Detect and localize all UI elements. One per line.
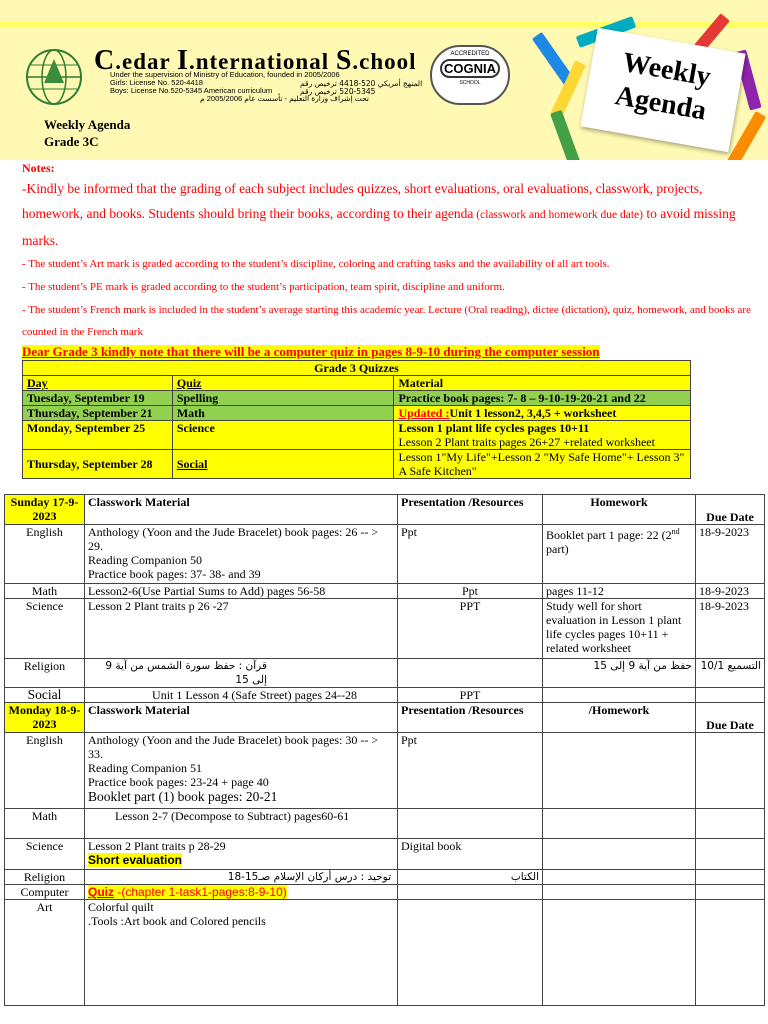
day-monday: Monday 18-9-2023 (5, 703, 85, 733)
classwork-line: Practice book pages: 23-24 + page 40 (88, 775, 269, 789)
presentation-cell (398, 659, 543, 688)
presentation-cell: PPT (398, 688, 543, 703)
classwork-cell (85, 733, 398, 809)
header-banner (0, 0, 768, 160)
updated-label: Updated : (398, 406, 450, 420)
homework-cell (543, 525, 696, 584)
quiz-subject: Math (172, 406, 394, 421)
due-date-cell (696, 733, 765, 809)
classwork-cell (85, 525, 398, 584)
presentation-cell: Ppt (398, 733, 543, 809)
pe-note: - The student’s PE mark is graded according to the student’s participation, team spirit, discipline and uniform. (22, 281, 505, 293)
quiz-material: Practice book pages: 7- 8 – 9-10-19-20-21 and 22 (394, 391, 691, 406)
quizzes-title: Grade 3 Quizzes (23, 361, 691, 376)
classwork-line: .Tools :Art book and Colored pencils (88, 914, 266, 928)
grade-label: Grade 3C (44, 134, 99, 149)
subject-math: Math (5, 584, 85, 599)
table-row (5, 688, 765, 703)
header-classwork: Classwork Material (85, 703, 398, 733)
quiz-row (23, 406, 691, 421)
header-homework: /Homework (543, 703, 696, 733)
due-date-cell (696, 839, 765, 870)
header-presentation: Presentation /Resources (398, 495, 543, 525)
card-title-1: Weekly (620, 46, 713, 93)
computer-quiz-note: Dear Grade 3 kindly note that there will be a computer quiz in pages 8-9-10 during the computer session (22, 344, 600, 359)
school-logo-block (20, 45, 532, 109)
day-sunday: Sunday 17-9-2023 (5, 495, 85, 525)
homework-sup: nd (671, 527, 680, 536)
table-row (5, 599, 765, 659)
subject-science: Science (5, 839, 85, 870)
pencil-icon (550, 110, 582, 160)
presentation-cell: Ppt (398, 525, 543, 584)
presentation-cell: PPT (398, 599, 543, 659)
agenda-heading (44, 116, 130, 150)
classwork-line: Colorful quilt (88, 900, 154, 914)
homework-cell: pages 11-12 (543, 584, 696, 599)
boys-license: Boys: License No.520-5345 American curriculum (110, 86, 273, 95)
weekly-agenda-label: Weekly Agenda (44, 117, 131, 132)
quiz-subject: Social (172, 450, 394, 479)
table-row (5, 525, 765, 584)
school-name-part: .edar (115, 49, 178, 74)
classwork-cell: Lesson2-6(Use Partial Sums to Add) pages 56-58 (85, 584, 398, 599)
quiz-label: Quiz (88, 885, 114, 899)
homework-cell (543, 900, 696, 1006)
classwork-cell: توحيد : درس أركان الإسلام صـ15-18 (85, 870, 398, 885)
table-row (5, 839, 765, 870)
subject-english: English (5, 525, 85, 584)
subject-religion: Religion (5, 659, 85, 688)
agenda-table (4, 494, 765, 1006)
table-row (5, 809, 765, 839)
classwork-cell: Unit 1 Lesson 4 (Safe Street) pages 24--28 (85, 688, 398, 703)
homework-cell: حفظ من آية 9 إلى 15 (543, 659, 696, 688)
quiz-row (23, 391, 691, 406)
subject-computer: Computer (5, 885, 85, 900)
table-row (5, 584, 765, 599)
homework-text: Booklet part 1 page: 22 (2 (546, 528, 672, 542)
subject-art: Art (5, 900, 85, 1006)
classwork-cell: Lesson 2-7 (Decompose to Subtract) pages60-61 (85, 809, 398, 839)
header-stripe (0, 22, 768, 28)
supervision-text: Under the supervision of Ministry of Education, founded in 2005/2006 (110, 70, 340, 79)
quiz-row (23, 421, 691, 450)
arabic-license-1: المنهج أمريكي 520-4418 ترخيص رقم (300, 79, 423, 88)
classwork-line: Booklet part (1) book pages: 20-21 (88, 789, 278, 804)
classwork-line: Anthology (Yoon and the Jude Bracelet) book pages: 30 -- > 33. (88, 733, 379, 761)
presentation-cell (398, 900, 543, 1006)
homework-cell (543, 733, 696, 809)
header-due-date: Due Date (696, 703, 765, 733)
grading-note (22, 176, 752, 253)
presentation-cell (398, 809, 543, 839)
classwork-line: Lesson 2 Plant traits p 28-29 (88, 839, 226, 853)
quiz-material (394, 406, 691, 421)
presentation-cell (398, 885, 543, 900)
homework-cell: Study well for short evaluation in Lesson 1 plant life cycles pages 10+11 + related worksheet (543, 599, 696, 659)
header-homework: Homework (543, 495, 696, 525)
subject-english: English (5, 733, 85, 809)
classwork-line: Reading Companion 50 (88, 553, 202, 567)
arabic-supervision: تحت إشراف وزارة التعليم - تأسست عام 2005/2006 م (200, 94, 369, 103)
due-date-cell (696, 809, 765, 839)
header-material: Material (394, 376, 691, 391)
subject-science: Science (5, 599, 85, 659)
homework-text: part) (546, 542, 569, 556)
notes-title: Notes: (22, 161, 55, 175)
due-date-cell (696, 900, 765, 1006)
art-note: - The student’s Art mark is graded according to the student’s discipline, coloring and crafting tasks and the availability of all art tools. (22, 258, 610, 270)
table-row (5, 900, 765, 1006)
quiz-material-text: Unit 1 lesson2, 3,4,5 + worksheet (449, 406, 617, 420)
presentation-cell: Ppt (398, 584, 543, 599)
presentation-cell: الكتاب (398, 870, 543, 885)
homework-cell (543, 885, 696, 900)
header-classwork: Classwork Material (85, 495, 398, 525)
quizzes-table (22, 360, 691, 479)
classwork-cell (85, 885, 398, 900)
due-date-cell (696, 688, 765, 703)
badge-bottom: SCHOOL (459, 80, 481, 86)
homework-cell (543, 688, 696, 703)
classwork-line: Reading Companion 51 (88, 761, 202, 775)
sunday-header-row (5, 495, 765, 525)
cognia-accreditation-badge (430, 45, 510, 105)
quiz-day: Thursday, September 21 (23, 406, 173, 421)
header-presentation: Presentation /Resources (398, 703, 543, 733)
badge-top: ACCREDITED (450, 51, 490, 57)
header-quiz: Quiz (172, 376, 394, 391)
quiz-material (394, 421, 691, 450)
cedar-globe-logo-icon (24, 47, 84, 107)
quiz-material-line: Lesson 2 Plant traits pages 26+27 +related worksheet (398, 435, 655, 449)
school-name-part: .nternational (188, 49, 336, 74)
quizzes-header-row (23, 376, 691, 391)
due-date-cell: 18-9-2023 (696, 584, 765, 599)
quiz-subject: Science (172, 421, 394, 450)
due-date-cell (696, 885, 765, 900)
due-date-cell: 18-9-2023 (696, 525, 765, 584)
quiz-day: Monday, September 25 (23, 421, 173, 450)
homework-cell (543, 870, 696, 885)
grading-note-small: (classwork and homework due date) (473, 209, 643, 221)
table-row (5, 659, 765, 688)
due-date-cell: 18-9-2023 (696, 599, 765, 659)
homework-cell (543, 839, 696, 870)
monday-header-row (5, 703, 765, 733)
quiz-row (23, 450, 691, 479)
quizzes-title-row (23, 361, 691, 376)
classwork-line: Anthology (Yoon and the Jude Bracelet) book pages: 26 -- > 29. (88, 525, 379, 553)
badge-mid: COGNIA (440, 59, 500, 78)
classwork-cell (85, 839, 398, 870)
quiz-subject: Spelling (172, 391, 394, 406)
table-row (5, 870, 765, 885)
school-name-part: S (335, 45, 353, 76)
classwork-cell: Lesson 2 Plant traits p 26 -27 (85, 599, 398, 659)
classwork-cell: قرآن : حفظ سورة الشمس من آية 9 إلى 15 (85, 659, 398, 688)
header-due-date: Due Date (696, 495, 765, 525)
subject-social: Social (5, 688, 85, 703)
school-name-part: I (177, 45, 189, 76)
notes-section (22, 160, 752, 343)
header-day: Day (23, 376, 173, 391)
grading-note-text: -Kindly be informed that the grading of each subject includes quizzes, short evaluations, oral evaluations, classwork, projects, homework, and books. Students should bring their books, according to their agenda (22, 181, 703, 221)
card-title-2: Agenda (612, 80, 709, 127)
classwork-line: Practice book pages: 37- 38- and 39 (88, 567, 261, 581)
girls-license: Girls: License No. 520-4418 (110, 78, 203, 87)
school-name-part: C (94, 45, 116, 76)
subject-math: Math (5, 809, 85, 839)
computer-quiz-text: -(chapter 1-task1-pages:8-9-10) (114, 885, 287, 899)
weekly-agenda-card (580, 28, 745, 153)
subject-religion: Religion (5, 870, 85, 885)
due-date-cell: التسميع 10/1 (696, 659, 765, 688)
classwork-cell (85, 900, 398, 1006)
due-date-cell (696, 870, 765, 885)
quiz-day: Thursday, September 28 (23, 450, 173, 479)
french-note: - The student’s French mark is included in the student’s average starting this academic year. Lecture (Oral reading), dictee (dictation), quiz, homework, and books are counted in the French mark (22, 304, 751, 338)
school-name-part: .chool (352, 49, 417, 74)
quiz-material-line: Lesson 1 plant life cycles pages 10+11 (398, 421, 590, 435)
homework-cell (543, 809, 696, 839)
computer-quiz-highlight (88, 885, 287, 899)
grading-note-end: to avoid missing marks. (22, 206, 736, 248)
presentation-cell: Digital book (398, 839, 543, 870)
table-row (5, 885, 765, 900)
arabic-license-2: 520-5345 ترخيص رقم (300, 87, 376, 96)
short-evaluation-badge: Short evaluation (88, 853, 183, 867)
quiz-day: Tuesday, September 19 (23, 391, 173, 406)
table-row (5, 733, 765, 809)
quiz-material: Lesson 1"My Life"+Lesson 2 "My Safe Home"+ Lesson 3" A Safe Kitchen" (394, 450, 691, 479)
